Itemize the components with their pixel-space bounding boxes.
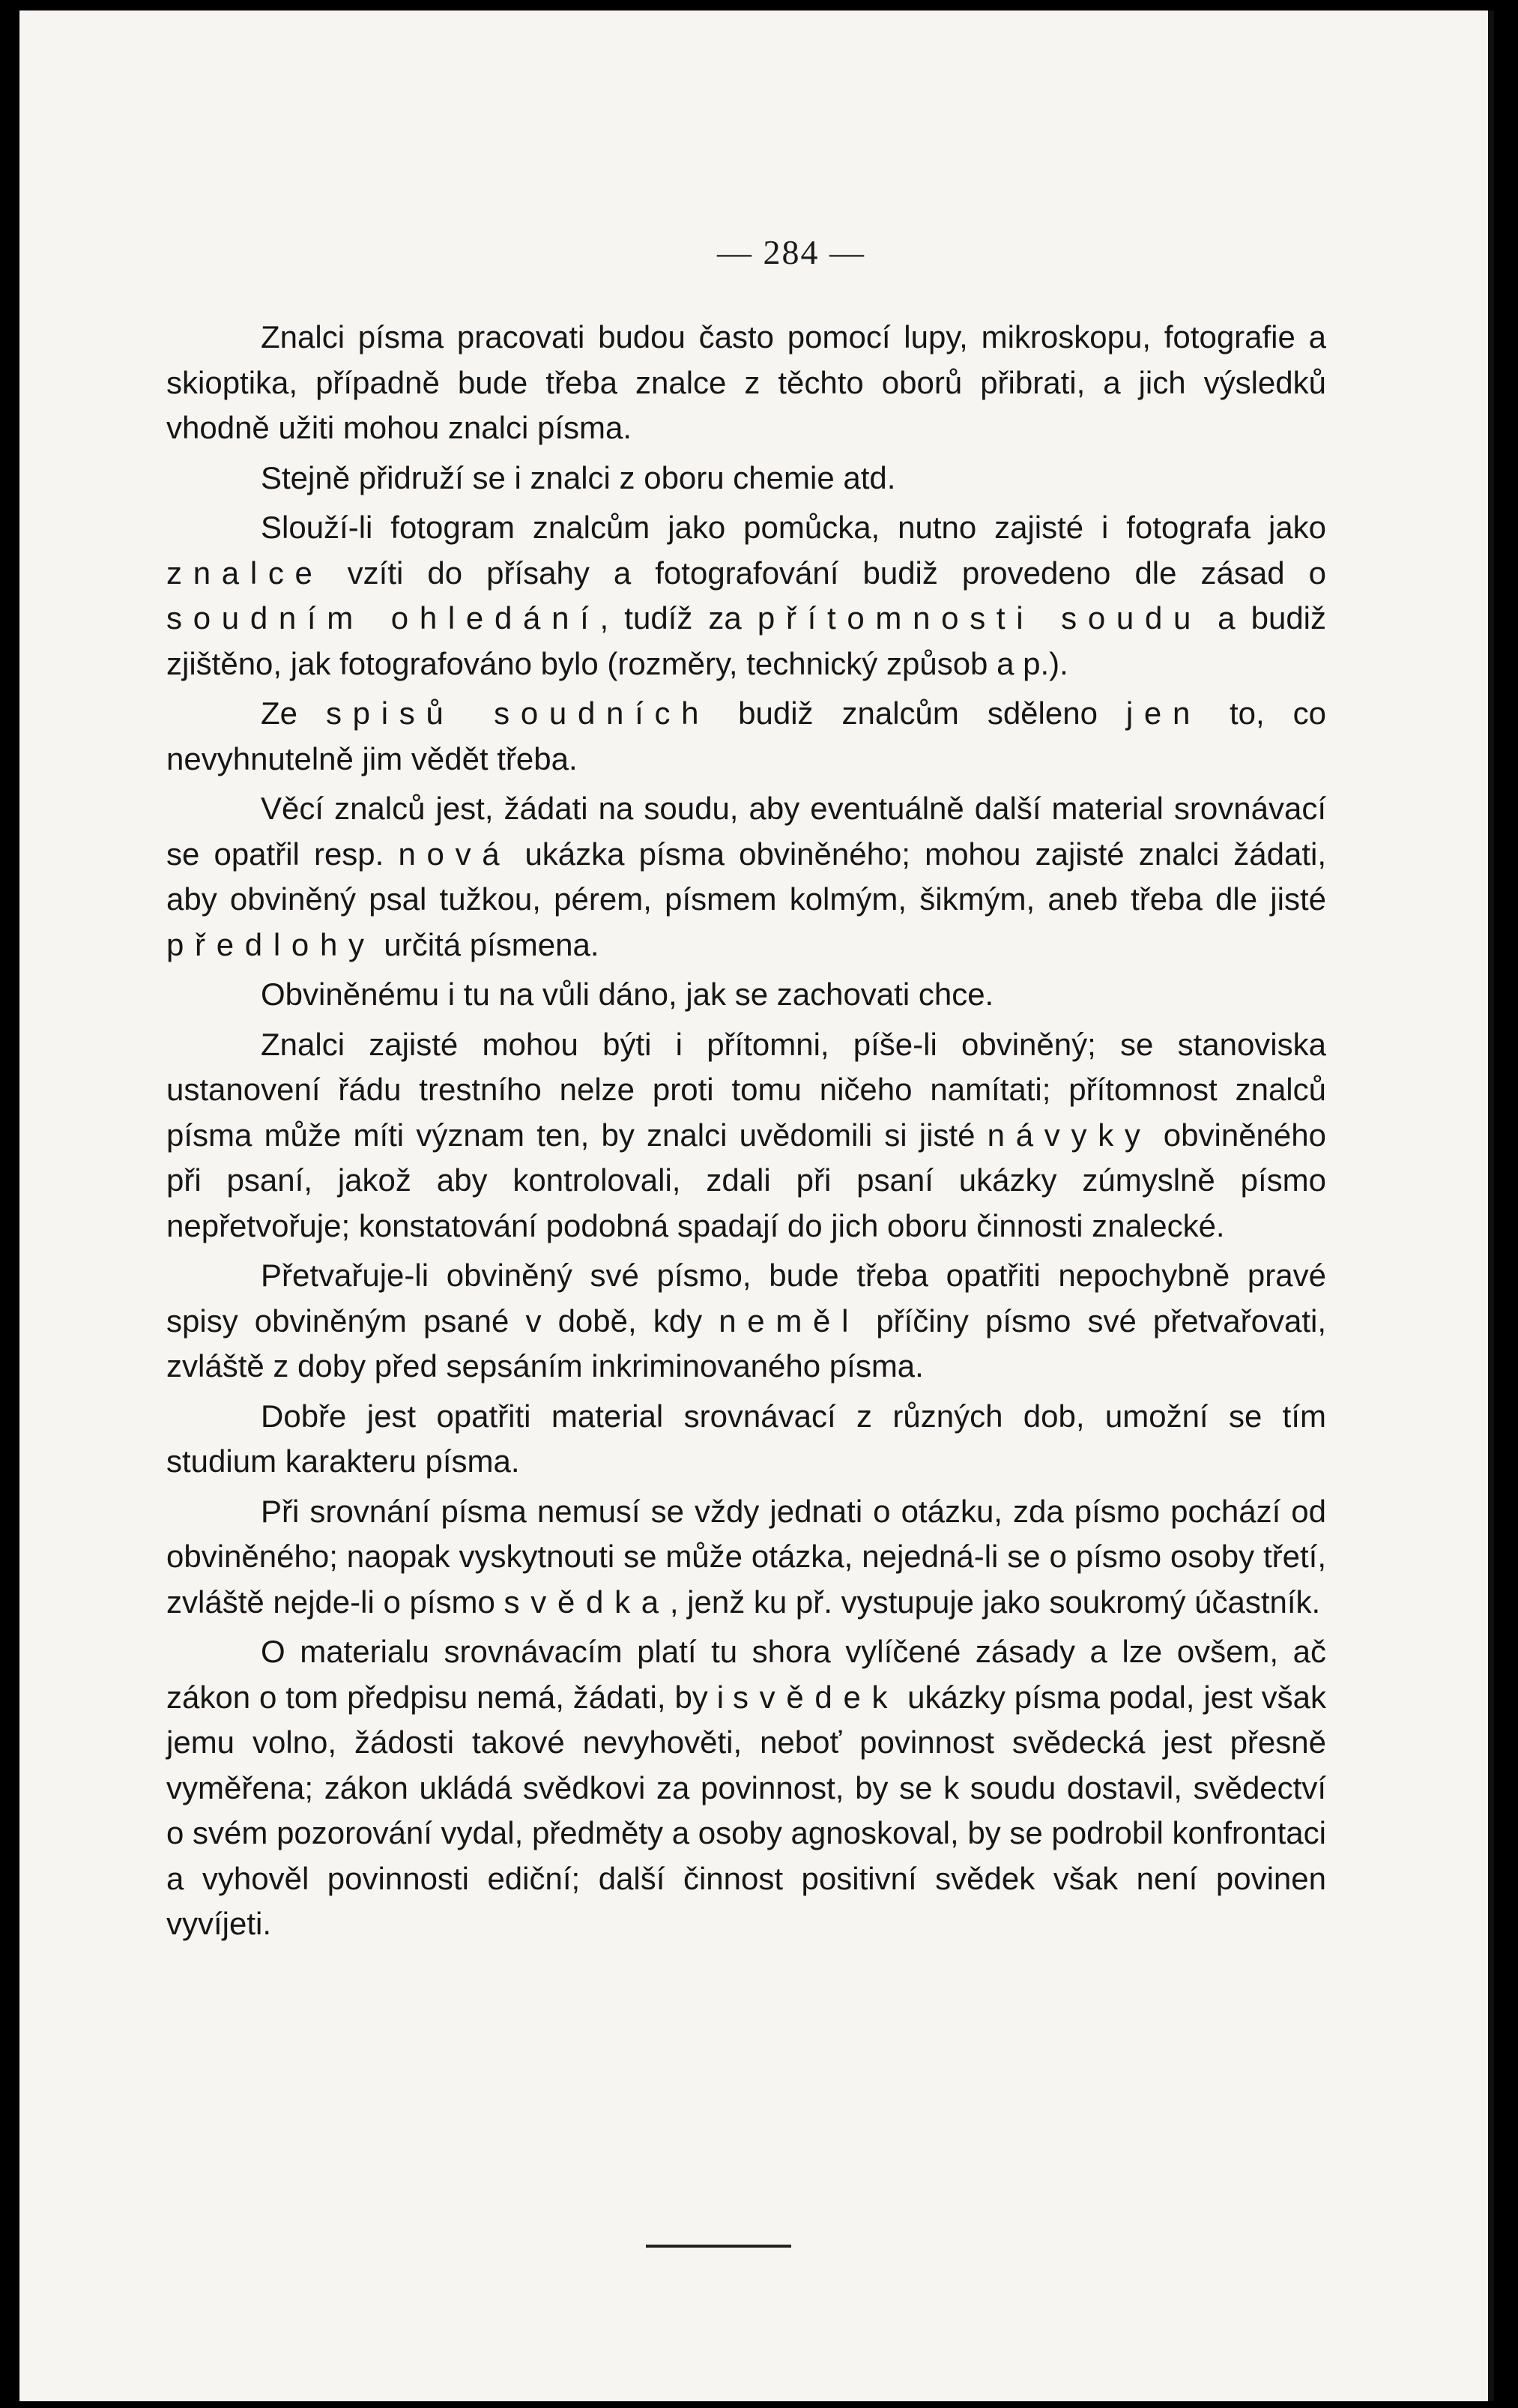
paragraph-text: O materialu srovnávacím platí tu shora vylíčené zásady a lze ovšem, ač zákon o tom předpisu nemá, žádati, by i — [166, 1634, 1326, 1715]
paragraph — [166, 505, 1326, 687]
paragraph-text: budiž znalcům sděleno — [710, 695, 1126, 731]
spaced-emphasis: svědka — [504, 1584, 670, 1620]
spaced-emphasis: svědek — [732, 1679, 899, 1715]
spaced-emphasis: předlohy — [166, 926, 375, 962]
spaced-emphasis: znalce — [166, 555, 324, 591]
spaced-emphasis: neměl — [719, 1303, 860, 1339]
closing-rule — [646, 2245, 791, 2248]
paragraph — [166, 1022, 1326, 1249]
paragraph — [166, 1489, 1326, 1626]
paragraph-text: příčiny písmo své přetvařovati, zvláště z doby před sepsáním inkriminovaného písma. — [166, 1303, 1326, 1383]
paragraph-text: , jenž ku př. vystupuje jako soukromý účastník. — [669, 1584, 1321, 1620]
paragraph — [166, 456, 1326, 501]
paragraph — [166, 972, 1326, 1018]
paragraph-text: Ze — [261, 695, 326, 731]
paragraph — [166, 1253, 1326, 1389]
paragraph-text: , tudíž za — [599, 600, 758, 636]
paragraph-text: Obviněnému i tu na vůli dáno, jak se zachovati chce. — [261, 977, 994, 1012]
paragraph-text: Stejně přidruží se i znalci z oboru chemie atd. — [261, 459, 896, 495]
paragraph-text: ukázky písma podal, jest však jemu volno, žádosti takové nevyhověti, neboť povinnost svědecká jest přesně vyměřena; zákon ukládá svědkovi za povinnost, by se k soudu dostavil, svědectví o svém pozorování vydal, předměty a osoby agnoskoval, by se podrobil konfrontaci a vyhověl povinnosti ediční; další činnost positivní svědek však není povinen vyvíjeti. — [166, 1679, 1326, 1941]
spaced-emphasis: návyky — [987, 1117, 1152, 1153]
spaced-emphasis: jen — [1125, 695, 1202, 731]
paragraph-text: to, co nevyhnutelně jim vědět třeba. — [166, 695, 1326, 776]
paragraph-text: Znalci písma pracovati budou často pomocí lupy, mikroskopu, fotografie a skioptika, případně bude třeba znalce z těchto oborů přibrati, a jich výsledků vhodně užiti mohou znalci písma. — [166, 319, 1326, 445]
spaced-emphasis: nová — [398, 836, 511, 872]
paragraph-text: ukázka písma obviněného; mohou zajisté znalci žádati, aby obviněný psal tužkou, pérem, písmem kolmým, šikmým, aneb třeba dle jisté — [166, 836, 1326, 917]
paragraph-text: Slouží-li fotogram znalcům jako pomůcka, nutno zajisté i fotografa jako — [261, 510, 1326, 545]
paragraph — [166, 1394, 1326, 1485]
paragraph-text: vzíti do přísahy a fotografování budiž provedeno dle zásad o — [323, 555, 1326, 591]
paragraph-text: Věcí znalců jest, žádati na soudu, aby eventuálně další material srovnávací se opatřil resp. — [166, 791, 1326, 872]
paragraph-text: Dobře jest opatřiti material srovnávací z různých dob, umožní se tím studium karakteru písma. — [166, 1398, 1326, 1479]
paragraph — [166, 691, 1326, 782]
scanned-page — [19, 10, 1494, 2401]
paragraph-text: a budiž zjištěno, jak fotografováno bylo (rozměry, technický způsob a p.). — [166, 600, 1327, 681]
spaced-emphasis: přítomnosti soudu — [757, 600, 1203, 636]
paragraph-text: obviněného při psaní, jakož aby kontrolovali, zdali při psaní ukázky zúmyslně písmo nepřetvořuje; konstatování podobná spadají do jich oboru činnosti znalecké. — [166, 1117, 1326, 1243]
spaced-emphasis: spisů soudních — [325, 695, 710, 731]
body-text — [166, 315, 1326, 1947]
paragraph — [166, 1629, 1326, 1947]
paragraph-text: Při srovnání písma nemusí se vždy jednati o otázku, zda písmo pochází od obviněného; naopak vyskytnouti se může otázka, nejedná-li se o písmo osoby třetí, zvláště nejde-li o písmo — [166, 1493, 1326, 1620]
paragraph — [166, 786, 1326, 968]
paragraph — [166, 315, 1326, 451]
spaced-emphasis: soudním ohledání — [166, 600, 600, 636]
paragraph-text: určitá písmena. — [375, 926, 599, 962]
page-edge-shadow — [1488, 10, 1494, 2401]
page-number: — 284 — — [717, 233, 865, 271]
paragraph-text: Přetvařuje-li obviněný své písmo, bude třeba opatřiti nepochybně pravé spisy obviněným psané v době, kdy — [166, 1258, 1326, 1339]
paragraph-text: Znalci zajisté mohou býti i přítomni, píše-li obviněný; se stanoviska ustanovení řádu trestního nelze proti tomu ničeho namítati; přítomnost znalců písma může míti význam ten, by znalci uvědomili si jisté — [166, 1026, 1326, 1153]
